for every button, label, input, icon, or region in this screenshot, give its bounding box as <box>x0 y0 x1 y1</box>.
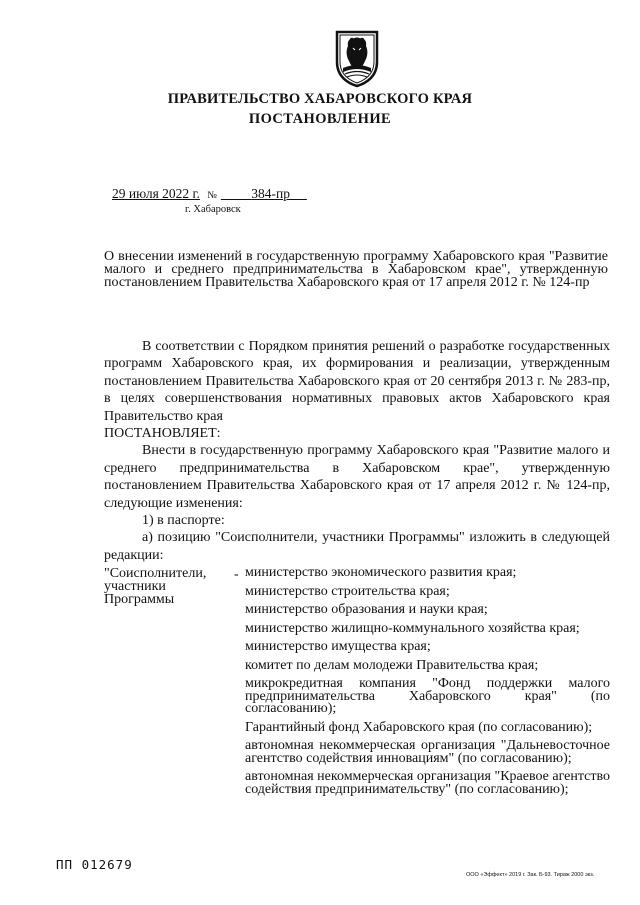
number-sign: № <box>207 190 217 201</box>
decree-number: 384-пр <box>251 186 290 201</box>
decree-body <box>104 338 610 564</box>
paragraph-position: а) позицию "Соисполнители, участники Программы" изложить в следующей редакции: <box>104 530 610 563</box>
list-item: микрокредитная компания "Фонд поддержки малого предпринимательства Хабаровского края" (по согласованию); <box>245 676 610 716</box>
paragraph-preamble: В соответствии с Порядком принятия решений о разработке государственных программ Хабаровского края, их формирования и реализации, утвержденным постановлением Правительства Хабаровского края от 20 сентября 2013 г. № 283-пр, в целях совершенствования нормативных правовых актов Хабаровского края Правительство края <box>104 339 610 424</box>
list-item: автономная некоммерческая организация "Дальневосточное агентство содействия инновациям" (по согласованию); <box>245 738 610 766</box>
document-type-title: ПОСТАНОВЛЕНИЕ <box>248 111 392 127</box>
list-item: министерство имущества края; <box>245 639 431 654</box>
paragraph-passport: 1) в паспорте: <box>142 513 225 529</box>
list-item: автономная некоммерческая организация "Краевое агентство содействия предпринимательству" (по согласованию); <box>245 769 610 797</box>
decree-date: 29 июля 2022 г. <box>112 186 200 201</box>
decree-number-field <box>221 186 307 201</box>
decree-subject: О внесении изменений в государственную программу Хабаровского края "Развитие малого и среднего предпринимательства в Хабаровском крае", утвержденную постановлением Правительства Хабаровского края от 17 апреля 2012 г. № 124-пр <box>104 249 608 290</box>
paragraph-resolves: ПОСТАНОВЛЯЕТ: <box>104 426 221 442</box>
table-items <box>245 567 610 802</box>
city-name: г. Хабаровск <box>185 204 241 215</box>
printer-imprint: ООО «Эффект» 2019 г. Зак. Б-93. Тираж 2000 экз. <box>466 872 595 878</box>
list-item: комитет по делам молодежи Правительства края; <box>245 657 539 673</box>
list-item: министерство строительства края; <box>245 583 450 599</box>
government-title: ПРАВИТЕЛЬСТВО ХАБАРОВСКОГО КРАЯ <box>167 91 473 107</box>
table-left-heading: "Соисполнители, участники Программы <box>104 566 207 607</box>
table-dash: - <box>234 567 239 582</box>
list-item: министерство образования и науки края; <box>245 602 488 617</box>
list-item: министерство жилищно-коммунального хозяйства края; <box>245 620 580 636</box>
date-number-line <box>112 186 307 202</box>
form-serial-number: ПП 012679 <box>56 857 133 872</box>
list-item: министерство экономического развития края; <box>245 565 517 580</box>
paragraph-amendments: Внести в государственную программу Хабаровского края "Развитие малого и среднего предпринимательства в Хабаровском крае", утвержденную постановлением Правительства Хабаровского края от 17 апреля 2012 г. № 124-пр, следующие изменения: <box>104 443 610 511</box>
coat-of-arms-emblem <box>333 28 381 88</box>
list-item: Гарантийный фонд Хабаровского края (по согласованию); <box>245 719 593 735</box>
